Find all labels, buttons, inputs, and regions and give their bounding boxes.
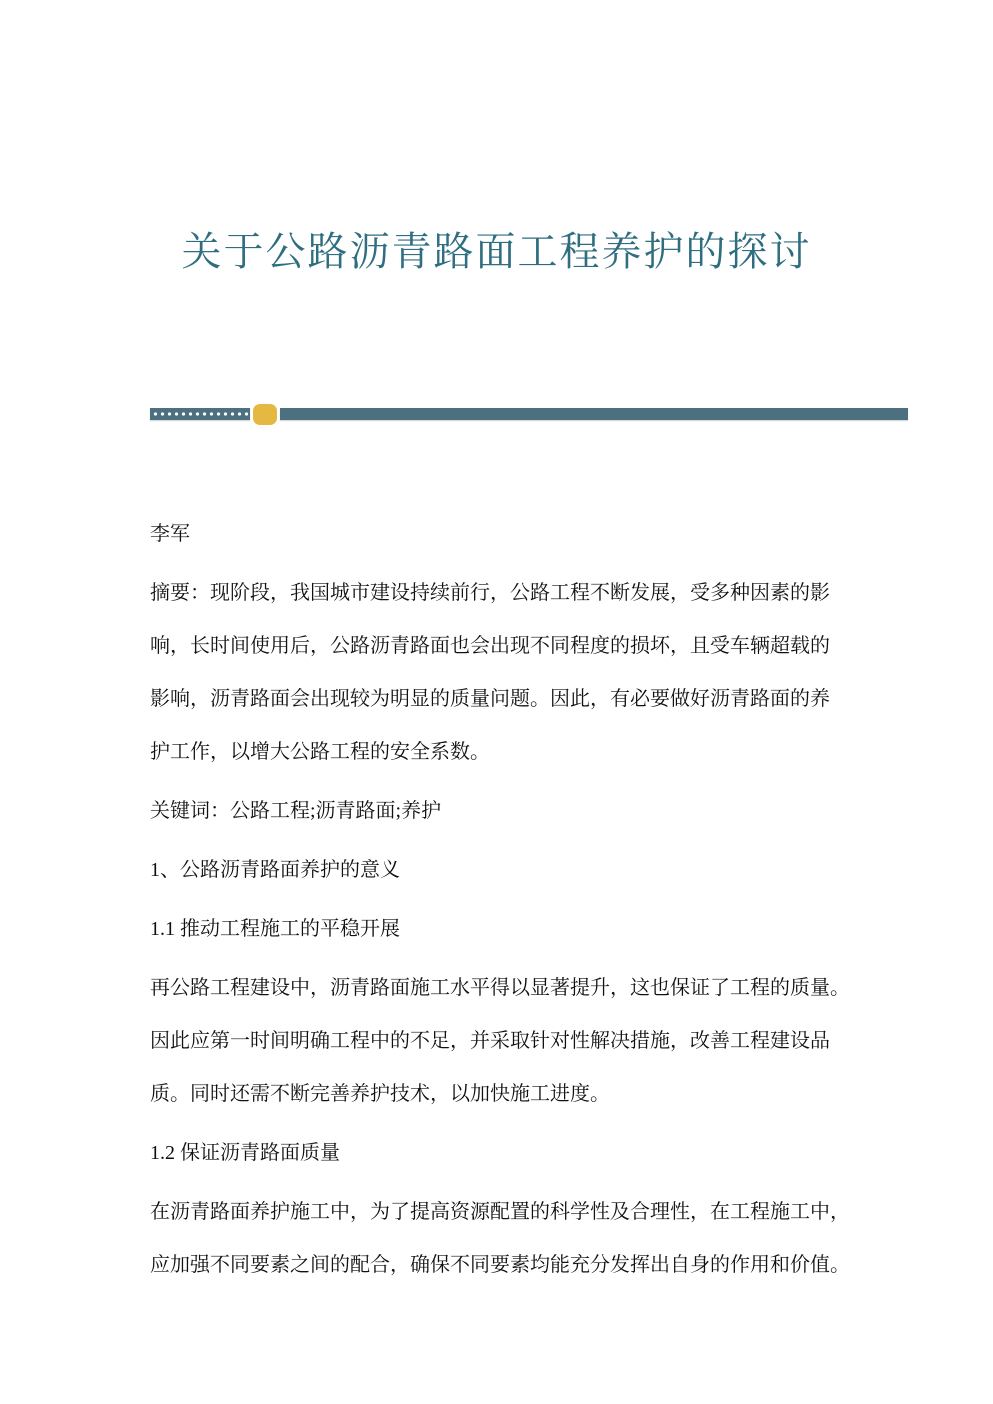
author-name: 李军 [150,523,190,545]
section-heading: 1.2 保证沥青路面质量 [150,1142,340,1164]
paragraph-line: 因此应第一时间明确工程中的不足，并采取针对性解决措施，改善工程建设品 [150,1030,830,1052]
section-heading: 1、公路沥青路面养护的意义 [150,859,400,881]
paragraph-line: 再公路工程建设中，沥青路面施工水平得以显著提升，这也保证了工程的质量。 [150,977,850,999]
title-divider [150,403,908,425]
keywords-text: 关键词：公路工程;沥青路面;养护 [150,800,442,822]
section-1-1 [150,903,865,956]
section-1-1-paragraph [150,962,865,1121]
page-title: 关于公路沥青路面工程养护的探讨 [181,229,812,274]
author-block [150,508,865,561]
keywords-line [150,785,865,838]
divider-dot-icon [253,404,277,425]
section-1 [150,844,865,897]
paragraph-line: 在沥青路面养护施工中，为了提高资源配置的科学性及合理性，在工程施工中， [150,1201,850,1223]
section-heading: 1.1 推动工程施工的平稳开展 [150,918,400,940]
section-1-2 [150,1127,865,1180]
abstract-line: 响，长时间使用后，公路沥青路面也会出现不同程度的损坏，且受车辆超载的 [150,635,830,657]
divider-dashed-segment [150,408,250,420]
section-1-2-paragraph [150,1186,865,1292]
paragraph-line: 质。同时还需不断完善养护技术，以加快施工进度。 [150,1083,610,1105]
abstract-line: 摘要：现阶段，我国城市建设持续前行，公路工程不断发展，受多种因素的影 [150,582,830,604]
paragraph-line: 应加强不同要素之间的配合，确保不同要素均能充分发挥出自身的作用和价值。 [150,1254,850,1276]
divider-solid-bar [280,408,908,420]
document-body [150,508,865,1292]
abstract-paragraph [150,567,865,779]
abstract-line: 护工作，以增大公路工程的安全系数。 [150,741,490,763]
abstract-line: 影响，沥青路面会出现较为明显的质量问题。因此，有必要做好沥青路面的养 [150,688,830,710]
